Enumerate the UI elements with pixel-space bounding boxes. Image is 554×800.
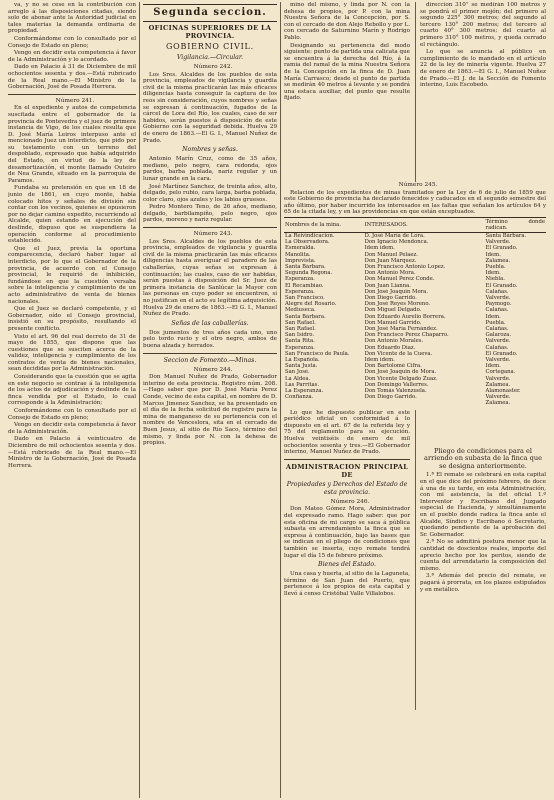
cell-mine-name: La Aldea.	[285, 375, 311, 382]
paragraph: va, y no se cese en la contribución con arreglo á las disposiciones citadas, siendo solo de abonar ante la Autoridad judicial en tales materias la demanda ordinaria de propiedad.	[8, 2, 136, 35]
bottom-split-block	[284, 410, 546, 710]
subheading-vigilancia: Vigilancia.—Circular.	[176, 54, 244, 61]
cell-term: Calañas.	[485, 307, 509, 314]
cell-mine-name: Santa Bárbara.	[285, 313, 326, 320]
condition: 1.ª El remate se celebrará en esta capital en el que dice del próximo febrero, de doce á una de su tarde, en esta Administración, con mi asistencia, la del oficial 1.º Interventor y Escribano del Juzgado especial de Hacienda, y simultáneamente en el pueblo donde radica la finca ante el Alcalde, Síndico y Escribano ó Secretario, quedando pendiente de la aprobación del Sr. Gobernador.	[420, 472, 546, 538]
top-split-block	[284, 2, 546, 182]
cell-mine-name: San Rafael.	[285, 319, 316, 326]
cell-mine-name: Santa Rita.	[285, 338, 315, 345]
cell-interested: Don Miguel Delgado.	[364, 307, 422, 314]
cell-interested: Don Eduardo Díaz.	[364, 344, 416, 351]
cell-interested: Don Domingo Vallerres.	[364, 381, 429, 388]
cell-interested: Don Vicente Delgado Zuaz.	[364, 375, 438, 382]
column-divider	[280, 2, 281, 798]
paragraph: Relacion de los expedientes de minas tramitados por la Ley de 6 de julio de 1859 que este Gobierno de provincia ha declarado fenecidos y caducados en el segundo semestre del año último, por haber incurrido los interesados en las faltas que señalan los artículos 64 y 65 de la citada ley, y en las providencias en que están exceptuados.	[284, 189, 546, 216]
paragraph: Que el Juez, previa la oportuna comparecencia, declaró haber lugar al interdicto, por lo que el Gobernador de la provincia, de acuerdo con el Consejo provincial, le requirió de inhibición, fundándose en que la cuestión versaba sobre la inteligencia y cumplimiento de un acto administrativo de venta de bienes nacionales.	[8, 245, 136, 305]
government-title: GOBIERNO CIVIL.	[165, 42, 255, 51]
cell-term: Valverde.	[485, 375, 511, 382]
cell-term: El Granado.	[485, 245, 518, 252]
cell-term: Calañas.	[485, 288, 509, 295]
paragraph: Una casa y huerta, al sitio de la Laguneta, término de San Juan del Puerto, que pertenece á los propios de esta capital y llevó á censo Cristóbal Valle Villalobos.	[284, 571, 410, 597]
cell-mine-name: San Isidro.	[285, 332, 315, 339]
cell-mine-name: Imprevista.	[285, 257, 316, 264]
cell-term: Valverde.	[485, 239, 511, 246]
cell-mine-name: Manolita.	[285, 251, 311, 258]
paragraph: Lo que se anuncia al público en cumplimiento de lo mandado en el artículo 22 de la ley de minería vigente. Huelva 27 de enero de 1863.—El G. I., Manuel Nuñez de Prado.—El J. de la Sección de Fomento interino, Luis Escobedo.	[420, 49, 546, 89]
cell-mine-name: Mediuseca.	[285, 307, 316, 314]
cell-term: Puebla.	[485, 319, 506, 326]
table-header-row	[284, 217, 546, 232]
decree-number: Número 245.	[398, 182, 438, 188]
mines-table	[284, 217, 546, 407]
cell-term: Valverde.	[485, 394, 511, 401]
cell-interested: Don Diego Garrido.	[364, 394, 417, 401]
cell-mine-name: Santa Bárbara.	[285, 263, 326, 270]
paragraph: Don Mateo Gómez Mora, Administrador del expresado ramo. Hago saber: que por esta oficina de mi cargo se saca á pública subasta en arrendamiento la finca que se expresa á continuación, bajo las bases que se indican en el pliego de condiciones que también se inserta, cuyo remate tendrá lugar el día 15 de febrero próximo.	[284, 506, 410, 559]
paragraph: Fundaba su pretensión en que en 18 de junio de 1861, en cuyo monte, había colocado hitos y señales de división sin contar con los vecinos, quienes se opusieron por no dejar camino expedito, recurriendo al Alcalde, quien estando en ejecución del deslinde, dispuso que se suspendiera la operación conforme al procedimiento establecido.	[8, 185, 136, 245]
cell-term: Idem.	[485, 270, 501, 277]
table-row	[284, 232, 546, 239]
cell-mine-name: Segunda Regona.	[285, 270, 333, 277]
column-divider	[139, 2, 140, 798]
cell-interested: Don Eduardo Aurelio Borrera.	[364, 313, 446, 320]
cell-interested: Don Manuel Perez Conde.	[364, 276, 435, 283]
decree-number: Número 243.	[193, 231, 233, 238]
paragraph: Dado en Palacio á 31 de Diciembre de mil ochocientos sesenta y dos.—Está rubricado de la Real mano.—El Ministro de la Gobernación, José de Posada Herrera.	[8, 64, 136, 91]
paragraph: Los Sres. Alcaldes de los pueblos de esta provincia, empleados de vigilancia y guardia civil de la misma practicarán las más eficaces diligencias hasta conseguir la captura de los reos sin consideración, cuyos nombres y señas se expresan á continuación, fugados de la cárcel de Lora del Río, los cuales, caso de ser habidos, serán puestos á disposición de este Gobierno con la seguridad debida. Huelva 29 de enero de 1863.—El G. I., Manuel Nuñez de Prado.	[143, 71, 277, 144]
paragraph: Designando su pertenencia del modo siguiente: punto de partida una calicata que se encuentra á la derecha del Río, á la ramia del ramal de la mina Nuestra Señora de la Concepción en la finca de D. Juan María Carrasco; desde el punto de partida se medirán 40 metros á levante y se pondrá una estaca auxiliar, del punto que resulte fijado.	[284, 42, 410, 102]
subcolumn-right	[420, 410, 546, 594]
cell-term: Valverde.	[485, 357, 511, 364]
cell-interested: Don Vicente de la Cueva.	[364, 350, 433, 357]
cell-term: Valverde.	[485, 295, 511, 301]
cell-interested: Don Juan Márquez.	[364, 257, 417, 264]
cell-mine-name: San Francisco.	[285, 295, 325, 301]
cell-mine-name: Alegre del Rosario.	[285, 301, 337, 308]
cell-interested	[364, 400, 485, 406]
cell-interested: Don Francisco Antonio Lopez.	[364, 263, 446, 270]
paragraph: Vengo en decidir esta competencia á favor de la Administración.	[8, 422, 136, 435]
person-description: Antonio Marín Cruz, como de 35 años, mediano, pelo negro, cara redonda, ojos pardos, barba poblada, nariz regular y un lunar grande en la cara.	[143, 156, 277, 182]
cell-term: Zalamea.	[485, 400, 511, 407]
subheading-fomento: Seccion de Fomento.—Minas.	[163, 356, 257, 364]
pliego-title: Pliego de condiciones para el arriendo en subasta de la finca que se designa anteriormente.	[424, 446, 542, 470]
cell-interested: Don Bartolomé Cifra.	[364, 363, 422, 370]
subcolumn-left	[284, 2, 410, 103]
subcolumn-right	[420, 2, 546, 90]
paragraph: Dado en Palacio á veinticuatro de Diciembre de mil ochocientos sesenta y dos.—Está rubricado de la Real mano.—El Ministro de la Gobernación, José de Posada Herrera.	[8, 436, 136, 469]
admin-title: ADMINISTRACION PRINCIPAL DE	[285, 462, 409, 479]
mines-table-body	[284, 232, 546, 406]
paragraph: Los Sres. Alcaldes de los pueblos de esta provincia, empleados de vigilancia y guardia civil de la misma practicarán las más eficaces diligencias hasta averiguar el paradero de las caballerías, cuyas señas se expresan á continuación; las cuales, caso de ser habidas, serán puestas á disposición del Sr. Juez de primera instancia de Sanlúcar la Mayor con las personas en cuyo poder se encuentren, si no justifican en el acto su legítima adquisición. Huelva 29 de enero de 1863.—El G. I., Manuel Nuñez de Prado.	[143, 238, 277, 318]
cell-term: Valverde.	[485, 338, 511, 345]
cell-mine-name: La Esperanza.	[285, 388, 324, 395]
cell-mine-name: La Observadora.	[285, 239, 330, 246]
cell-interested: Don Ignacio Mendonca.	[364, 239, 429, 246]
paragraph: Considerando que la cuestión que se agita en este negocio se contrae á la inteligencia de los actos de adjudicación y deslinde de la finca vendida por el Estado, lo cual corresponde á la Administración;	[8, 374, 136, 407]
cell-term: Santa Bárbara.	[485, 232, 527, 239]
paragraph: Vengo en decidir esta competencia á favor de la Administración y lo acordado.	[8, 50, 136, 63]
cell-term: El Granado.	[485, 282, 518, 289]
divider	[143, 227, 277, 228]
decree-number: Número 244.	[193, 366, 233, 373]
cell-interested: Don José Joaquin de Mora.	[364, 369, 437, 376]
condition: 3.ª Además del precio del remate, se pagará á prorrata, en los plazos estipulados y en metálico.	[420, 573, 546, 593]
decree-number: Número 241.	[55, 97, 95, 104]
paragraph: Visto el art. 96 del real decreto de 31 de mayo de 1855, que dispone que las cuestiones que se susciten acerca de la validez, inteligencia y cumplimiento de los contratos de venta de bienes nacionales, sean decididas por la Administración.	[8, 333, 136, 373]
cell-interested: Don Antonio Morales.	[364, 338, 424, 345]
office-title: OFICINAS SUPERIORES DE LA PROVINCIA.	[148, 24, 272, 40]
cell-mine-name: Santa Justa.	[285, 363, 318, 370]
cell-mine-name: Esperanza.	[285, 344, 315, 351]
cell-term: Puebla.	[485, 263, 506, 270]
column-3	[284, 2, 546, 798]
decree-number: Número 242.	[193, 64, 233, 70]
cell-mine-name: El Recambiao.	[285, 282, 324, 289]
paragraph: En el expediente y autos de competencia suscitada entre el gobernador de la provincia de Pontevedra y el juez de primera instancia de Vigo, de los cuales resulta que D. José María Leiros interpuso ante el mencionado Juez un interdicto, que pido por su testamento con un terreno del despoblado, expresado que había adquirido del Estado, en virtud de la ley de desamortización, el monte llamado Outeiro de Nea Grande, situado en la parroquia de Paramos.	[8, 105, 136, 184]
cell-interested: Don José María Fernández.	[364, 326, 438, 333]
cell-interested: Don Manuel Garrido.	[364, 319, 422, 326]
divider	[8, 94, 136, 95]
cell-interested: Don José Reyes Moreno.	[364, 301, 431, 308]
cell-interested: Don Antonio Mora.	[364, 270, 416, 277]
cell-term: Calañas.	[485, 326, 509, 333]
cell-interested: Don Juan Lianna.	[364, 282, 411, 289]
subheading-nombres: Nombres y señas.	[182, 146, 238, 154]
cell-mine-name: Esperanza.	[285, 288, 315, 295]
cell-mine-name: Confianza.	[285, 394, 314, 401]
column-1	[8, 2, 136, 798]
cell-term: Calañas.	[485, 344, 509, 351]
cell-term: Cortegana.	[485, 369, 516, 376]
cell-term: Alamonaster.	[485, 388, 521, 395]
subcolumn-left	[284, 410, 410, 599]
paragraph: Conformándome con lo consultado por el Consejo de Estado en pleno;	[8, 408, 136, 421]
cell-mine-name: Esmeralda.	[285, 245, 316, 252]
cell-term: Galaroza.	[485, 332, 512, 339]
paragraph: Don Manuel Nuñez de Prado, Gobernador interino de esta provincia. Registro núm. 208.—Hago saber que por D. José María Perez Conde, vecino de esta capital, en nombre de D. Marcos Jimenez Sanchez, se ha presentado en el día de la fecha solicitud de registro para la mina de manganeso de su pertenencia con el nombre de Venceslora, sita en el cercado de Buen Jesus, al sitio de Río Saco, término del mismo, y linda por N. con la dehesa de propios.	[143, 374, 277, 447]
cell-term: Niebla.	[485, 276, 505, 283]
cell-term: Paymogo.	[485, 301, 512, 308]
person-description: José Martínez Sanchez, de treinta años, alto, delgado, pelo rubio, cara larga, barba poblada, color claro, ojos azules y los labios gruesos.	[143, 183, 277, 203]
condition: 2.ª No se admitirá postura menor que la cantidad de doscientos reales, importe del aprecio hecho por los peritos, siendo de cuenta del arrendatario la composición del mismo.	[420, 539, 546, 572]
column-2	[143, 2, 277, 798]
cell-interested: Don Diego Garrido.	[364, 295, 417, 301]
cell-interested: Idem idem.	[364, 245, 395, 252]
divider	[284, 459, 410, 460]
cell-mine-name: Esperanza.	[285, 276, 315, 283]
cell-term: Idem.	[485, 363, 501, 370]
paragraph: mino del mismo, y linda por N. con la dehesa de propios, por P. con la mina Nuestra Señora de la Concepción, por S. con el cercado de don Alejo Rebollo y por L. con cercado de Saturnino Marín y Rodrigo Pablo.	[284, 2, 410, 41]
cell-interested: Don Manuel Pelaez.	[364, 251, 418, 258]
header-term: Término donde radican.	[485, 218, 545, 231]
cell-interested: Idem idem.	[364, 357, 395, 364]
cell-mine-name: La Reivindicacion.	[285, 232, 335, 239]
cell-interested: Don Tomás Valenzuela.	[364, 388, 427, 395]
cell-term: El Granado.	[485, 350, 518, 357]
cell-term: Idem.	[485, 313, 501, 320]
subheading-caballerias: Señas de las caballerías.	[171, 319, 249, 327]
subcolumn-divider	[415, 410, 416, 710]
cell-mine-name: La Española.	[285, 357, 320, 364]
cell-interested: D. José María de Lora.	[364, 232, 425, 239]
cell-mine-name: San Rafael.	[285, 326, 316, 333]
paragraph: Lo que he dispuesto publicar en este periódico oficial en conformidad á lo dispuesto en el art. 67 de la referida ley y 75 del reglamento para su ejecución. Huelva veintiséis de enero de mil ochocientos sesenta y tres.—El Gobernador interino, Manuel Nuñez de Prado.	[284, 409, 410, 456]
cell-interested: Don Francisco Perez Chaparro.	[364, 332, 449, 339]
header-mine-name: Nombres de la mina.	[284, 217, 364, 232]
subcolumn-divider	[415, 2, 416, 182]
cell-mine-name	[284, 400, 364, 406]
admin-subtitle: Propiedades y Derechos del Estado de esta provincia.	[286, 480, 408, 496]
section-title: Segunda seccion.	[143, 4, 277, 22]
cell-interested: Don José Joaquin Mora.	[364, 288, 429, 295]
table-row	[284, 400, 546, 406]
paragraph: Que el Juez se declaró competente, y el Gobernador, oído el Consejo provincial, insistió en su propósito, resultando el presente conflicto.	[8, 306, 136, 332]
paragraph: Dos jumentos de tres años cada uno, uno pelo tordo rucio y el otro negro, ambos de buena alzada y herrados.	[143, 329, 277, 349]
paragraph: direccion 310° se medirán 100 metros y se pondrá el primer mojón; del primero al segundo 225° 300 metros; del segundo al tercero 130° 200 metros; del tercero al cuarto 40° 300 metros; del cuarto al primero 310° 100 metros, y queda cerrado el rectángulo.	[420, 2, 546, 48]
subheading-bienes: Bienes del Estado.	[318, 561, 376, 569]
cell-term: Zalamea.	[485, 257, 511, 264]
person-description: Pedro Montero Teno, de 26 años, mediano, delgado, barbilampiño, pelo negro, ojos pardos, moreno y nariz regular.	[143, 204, 277, 224]
cell-mine-name: San Francisco de Paula.	[285, 350, 350, 357]
cell-mine-name: Las Parritas.	[285, 381, 320, 388]
paragraph: Conformándome con lo consultado por el Consejo de Estado en pleno;	[8, 35, 136, 49]
cell-mine-name: San José.	[285, 369, 310, 376]
cell-term: Zalamea.	[485, 381, 511, 388]
cell-term: Idem.	[485, 251, 501, 258]
divider	[143, 353, 277, 354]
decree-number: Número 246.	[330, 498, 370, 505]
header-interested: INTERESADOS.	[364, 217, 485, 232]
